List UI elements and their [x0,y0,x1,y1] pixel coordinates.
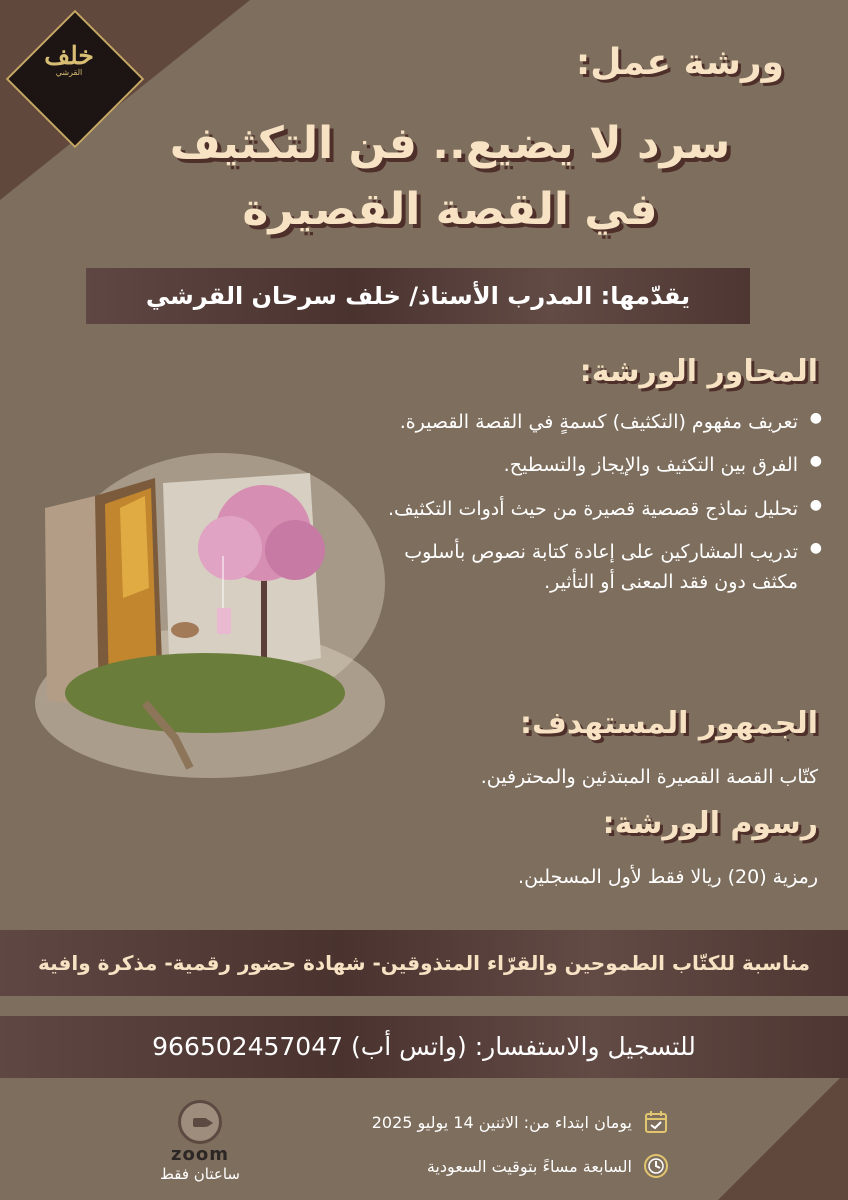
logo-sub-text: القرشي [55,68,83,77]
fees-title: رسوم الورشة: [602,806,818,841]
calendar-check-icon [642,1108,670,1136]
workshop-kicker: ورشة عمل: [575,42,784,83]
presenter-band: يقدّمها: المدرب الأستاذ/ خلف سرحان القرشي [86,268,750,324]
logo-main-text: خلف [44,41,94,70]
clock-icon [642,1152,670,1180]
axis-item: ● تدريب المشاركين على إعادة كتابة نصوص بأسلوب مكثف دون فقد المعنى أو التأثير. [382,538,822,597]
audience-title: الجمهور المستهدف: [519,706,818,741]
date-row [372,1108,670,1136]
title-line-1: سرد لا يضيع.. فن التكثيف [169,118,731,169]
date-text: يومان ابتداء من: الاثنين 14 يوليو 2025 [371,1112,632,1132]
open-book-illustration [25,438,385,798]
audience-text: كتّاب القصة القصيرة المبتدئين والمحترفين. [480,766,818,788]
registration-band: للتسجيل والاستفسار: (واتس أب) 966502457047 [0,1016,848,1078]
logo [34,43,104,78]
axis-item: ● الفرق بين التكثيف والإيجاز والتسطيح. [382,451,822,480]
duration-text: ساعتان فقط [160,1165,240,1183]
axes-title: المحاور الورشة: [579,354,818,389]
zoom-block [142,1100,258,1183]
fees-text: رمزية (20) ريالا فقط لأول المسجلين. [518,866,818,888]
axis-item: ● تعريف مفهوم (التكثيف) كسمةٍ في القصة القصيرة. [382,408,822,437]
title-line-2: في القصة القصيرة [242,184,658,235]
time-text: السابعة مساءً بتوقيت السعودية [426,1156,632,1176]
bottom-right-decoration [718,1070,848,1200]
axes-list [382,408,822,611]
platform-name: zoom [171,1144,229,1165]
axis-item: ● تحليل نماذج قصصية قصيرة من حيث أدوات التكثيف. [382,495,822,524]
zoom-camera-icon [178,1100,222,1144]
benefits-band: مناسبة للكتّاب الطموحين والقرّاء المتذوقين- شهادة حضور رقمية- مذكرة وافية [0,930,848,996]
time-row [427,1152,670,1180]
